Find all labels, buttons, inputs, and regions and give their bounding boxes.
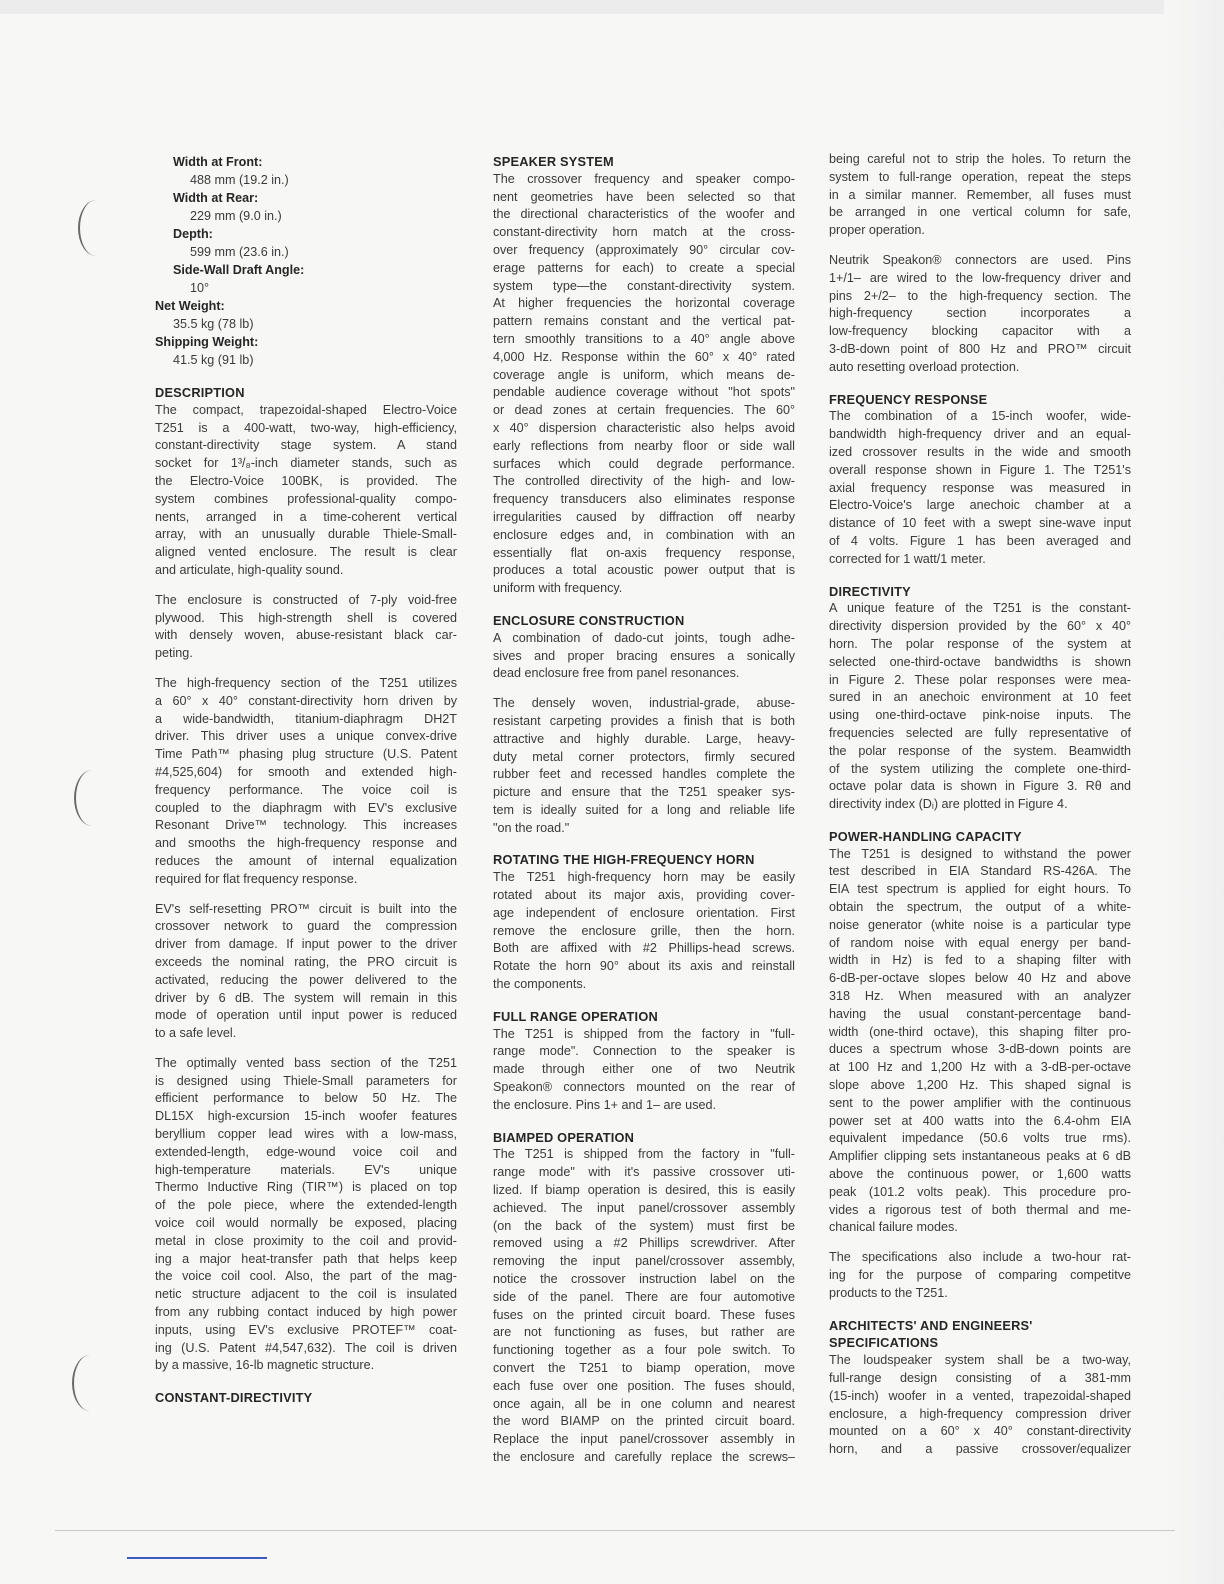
spacer: [155, 370, 457, 384]
heading-line: POWER-HANDLING CAPACITY: [829, 828, 1022, 844]
text-line: removing the input panel/crossover assembly,: [493, 1254, 795, 1269]
text-line: nents, arranged in a time-coherent vertical: [155, 509, 457, 524]
text-line: rubber feet and recessed handles complete the: [493, 767, 795, 782]
text-line: products to the T251.: [829, 1285, 948, 1300]
text-line: erage patterns for each) to create a special: [493, 260, 795, 275]
spacer: [829, 240, 1131, 252]
text-line: frequency transducers also eliminates response: [493, 492, 795, 507]
text-line: The crossover frequency and speaker compo-: [493, 171, 795, 186]
text-line: fuses on the printed circuit board. These fuses: [493, 1307, 795, 1322]
text-line: made through either one of two Neutrik: [493, 1062, 795, 1077]
paragraph: [493, 1026, 795, 1115]
text-line: EV's self-resetting PRO™ circuit is built into the: [155, 901, 457, 916]
text-line: duces a spectrum whose 3-dB-down points are: [829, 1042, 1131, 1057]
text-line: horn, and a passive crossover/equalizer: [829, 1442, 1131, 1457]
text-line: Speakon® connectors mounted on the rear of: [493, 1080, 795, 1095]
text-line: high-temperature materials. EV's unique: [155, 1162, 457, 1177]
text-line: The optimally vented bass section of the T251: [155, 1055, 457, 1070]
paragraph: [829, 151, 1131, 240]
text-line: A unique feature of the T251 is the constant-: [829, 601, 1131, 616]
paragraph: [829, 846, 1131, 1238]
text-line: frequencies selected are fully representative of: [829, 725, 1131, 740]
text-line: each fuse over one position. The fuses should,: [493, 1378, 795, 1393]
text-line: 6-dB-per-octave slopes below 40 Hz and above: [829, 971, 1131, 986]
text-line: frequency performance. The voice coil is: [155, 782, 457, 797]
text-line: ing a major heat-transfer path that helps keep: [155, 1251, 457, 1266]
text-line: inputs, using EV's exclusive PROTEF™ coat-: [155, 1322, 457, 1337]
spec-label: Depth:: [173, 227, 213, 241]
spacer: [829, 377, 1131, 391]
section-heading: [829, 1317, 1131, 1353]
text-line: sured in an anechoic environment at 10 feet: [829, 690, 1131, 705]
text-line: at 100 Hz and 1,200 Hz with a 3-dB-per-octave: [829, 1060, 1131, 1075]
text-line: 4,000 Hz. Response within the 60° x 40° rated: [493, 349, 795, 364]
text-line: nent geometries have been selected so that: [493, 189, 795, 204]
text-line: produces a total acoustic power output that is: [493, 563, 795, 578]
spacer: [829, 1303, 1131, 1317]
spec-item: [155, 298, 457, 334]
text-line: axial frequency response was measured in: [829, 480, 1131, 495]
text-line: the polar response of the system. Beamwidth: [829, 743, 1131, 758]
text-line: pendable audience coverage without "hot spots": [493, 385, 795, 400]
text-line: The specifications also include a two-hour rat-: [829, 1250, 1131, 1265]
text-line: driver. This driver uses a unique convex-drive: [155, 729, 457, 744]
text-line: plywood. This high-strength shell is covered: [155, 610, 457, 625]
column-1: [155, 154, 457, 1407]
text-line: Replace the input panel/crossover assembly in: [493, 1432, 795, 1447]
text-line: power set at 400 watts into the 6.4-ohm EIA: [829, 1113, 1131, 1128]
text-line: The high-frequency section of the T251 utilizes: [155, 675, 457, 690]
text-line: once again, all be in one column and nearest: [493, 1396, 795, 1411]
text-line: "on the road.": [493, 820, 570, 835]
text-line: the word BIAMP on the printed circuit board.: [493, 1414, 795, 1429]
text-line: low-frequency blocking capacitor with a: [829, 324, 1131, 339]
text-line: width in Hz) is fed to a shaping filter with: [829, 953, 1131, 968]
text-line: system to full-range operation, repeat the steps: [829, 169, 1131, 184]
section-heading: [493, 1129, 795, 1147]
spacer: [155, 580, 457, 592]
text-line: The densely woven, industrial-grade, abuse-: [493, 696, 795, 711]
text-line: peting.: [155, 646, 193, 661]
text-line: width (one-third octave), this shaping filter pro-: [829, 1024, 1131, 1039]
scan-edge-right: [1164, 0, 1224, 1584]
text-line: range mode". Connection to the speaker is: [493, 1044, 795, 1059]
section-heading: [829, 583, 1131, 601]
text-line: to a safe level.: [155, 1026, 237, 1041]
text-line: sives and proper bracing ensures a sonically: [493, 648, 795, 663]
spacer: [493, 598, 795, 612]
blue-rule-mark: [127, 1557, 267, 1559]
spacer: [829, 1237, 1131, 1249]
text-line: uniform with frequency.: [493, 581, 623, 596]
text-line: high-frequency section incorporates a: [829, 306, 1131, 321]
text-line: from any rubbing contact induced by high power: [155, 1305, 457, 1320]
text-line: equivalent impedance (50.6 volts true rms).: [829, 1131, 1131, 1146]
text-line: voice coil would normally be exposed, placing: [155, 1216, 457, 1231]
text-line: directivity dispersion provided by the 60° x 40°: [829, 619, 1131, 634]
section-heading: [155, 384, 457, 402]
text-line: above the continuous power, or 1,600 watts: [829, 1167, 1131, 1182]
text-line: 3-dB-down point of 800 Hz and PRO™ circuit: [829, 341, 1131, 356]
text-line: of 4 volts. Figure 1 has been averaged and: [829, 533, 1131, 548]
text-line: The loudspeaker system shall be a two-way,: [829, 1353, 1131, 1368]
text-line: early reflections from nearby floor or side wall: [493, 438, 795, 453]
text-line: surfaces which could degrade performance.: [493, 456, 795, 471]
text-line: a wide-bandwidth, titanium-diaphragm DH2T: [155, 711, 457, 726]
text-line: tern smoothly transitions to a 40° angle above: [493, 331, 795, 346]
bottom-divider: [55, 1530, 1175, 1531]
text-line: At higher frequencies the horizontal coverage: [493, 296, 795, 311]
spec-value: 229 mm (9.0 in.): [190, 209, 282, 223]
text-line: Amplifier clipping sets instantaneous peaks at 6 dB: [829, 1149, 1131, 1164]
spec-item: [155, 226, 457, 262]
heading-line: SPECIFICATIONS: [829, 1335, 939, 1351]
paragraph: [829, 252, 1131, 377]
text-line: the directional characteristics of the woofer and: [493, 207, 795, 222]
text-line: the enclosure. Pins 1+ and 1– are used.: [493, 1097, 716, 1112]
text-line: and smooths the high-frequency response and: [155, 836, 457, 851]
spec-value: 488 mm (19.2 in.): [190, 173, 289, 187]
text-line: a 60° x 40° constant-directivity horn driven by: [155, 693, 457, 708]
spec-item: [155, 262, 457, 298]
text-line: The combination of a 15-inch woofer, wide-: [829, 409, 1131, 424]
text-line: ized crossover results in the wide and smooth: [829, 444, 1131, 459]
text-line: (15-inch) woofer in a vented, trapezoidal-shaped: [829, 1388, 1131, 1403]
text-line: be arranged in one vertical column for safe,: [829, 205, 1131, 220]
text-line: ing for the purpose of comparing competitve: [829, 1268, 1131, 1283]
text-line: the voice coil cool. Also, the part of the mag-: [155, 1269, 457, 1284]
section-heading: [493, 153, 795, 171]
text-line: removed using a #2 Phillips screwdriver. After: [493, 1236, 795, 1251]
text-line: 318 Hz. When measured with an analyzer: [829, 989, 1131, 1004]
text-line: bandwidth high-frequency driver and an equal-: [829, 427, 1131, 442]
spec-value: 599 mm (23.6 in.): [190, 245, 289, 259]
spacer: [155, 1375, 457, 1389]
spec-item: [155, 334, 457, 370]
text-line: The enclosure is constructed of 7-ply void-free: [155, 592, 457, 607]
text-line: the components.: [493, 977, 587, 992]
spec-label: Width at Rear:: [173, 191, 259, 205]
text-line: 1+/1– are wired to the low-frequency driver and: [829, 270, 1131, 285]
text-line: (on the back of the system) must first be: [493, 1218, 795, 1233]
text-line: attractive and highly durable. Large, heavy-: [493, 731, 795, 746]
text-line: and articulate, high-quality sound.: [155, 562, 344, 577]
text-line: convert the T251 to biamp operation, move: [493, 1361, 795, 1375]
paragraph: [493, 630, 795, 683]
text-line: duty metal corner protectors, firmly secured: [493, 749, 795, 764]
paragraph: [829, 600, 1131, 814]
heading-line: ROTATING THE HIGH-FREQUENCY HORN: [493, 852, 755, 868]
text-line: coverage angle is uniform, which means de-: [493, 367, 795, 382]
text-line: peak (101.2 volts peak). This procedure pro-: [829, 1184, 1131, 1199]
text-line: The controlled directivity of the high- and low-: [493, 474, 795, 489]
text-line: functioning together as a four pole switch. To: [493, 1343, 795, 1358]
text-line: pins 2+/2– to the high-frequency section. The: [829, 288, 1131, 303]
text-line: constant-directivity horn match at the cross-: [493, 225, 795, 240]
text-line: dead enclosure free from panel resonances.: [493, 666, 740, 681]
text-line: by a massive, 16-lb magnetic structure.: [155, 1358, 375, 1373]
text-line: horn. The polar response of the system at: [829, 636, 1131, 651]
text-line: beryllium copper lead wires with a low-mass,: [155, 1127, 457, 1142]
paragraph: [829, 1352, 1131, 1459]
text-line: #4,525,604) for smooth and extended high-: [155, 764, 457, 779]
section-heading: [829, 828, 1131, 846]
spec-value: 10°: [190, 281, 210, 295]
text-line: rotated about its major axis, providing cover-: [493, 888, 795, 903]
text-line: overall response shown in Figure 1. The T251's: [829, 462, 1131, 477]
heading-line: SPEAKER SYSTEM: [493, 154, 614, 169]
text-line: notice the crossover instruction label on the: [493, 1272, 795, 1287]
text-line: achieved. The input panel/crossover assembly: [493, 1200, 795, 1215]
text-line: age independent of enclosure orientation. First: [493, 905, 795, 920]
text-line: side of the panel. There are four automotive: [493, 1289, 795, 1304]
text-line: socket for 1³/₈-inch diameter stands, such as: [155, 456, 457, 471]
column-1-body: [155, 370, 457, 1407]
text-line: Rotate the horn 90° about its axis and reinstall: [493, 959, 795, 974]
text-line: Neutrik Speakon® connectors are used. Pins: [829, 252, 1131, 267]
text-line: slope above 1,200 Hz. This shaped signal is: [829, 1078, 1131, 1093]
text-line: in Figure 2. These polar responses were mea-: [829, 672, 1131, 687]
text-line: chanical failure modes.: [829, 1220, 958, 1235]
text-line: resistant carpeting provides a finish that is both: [493, 713, 795, 728]
text-line: constant-directivity stage system. A stand: [155, 438, 457, 453]
text-line: activated, reducing the power delivered to the: [155, 972, 457, 987]
text-line: tem is ideally suited for a long and reliable life: [493, 802, 795, 817]
paragraph: [155, 592, 457, 663]
paragraph: [493, 695, 795, 837]
spacer: [829, 814, 1131, 828]
heading-line: DESCRIPTION: [155, 385, 245, 400]
text-line: test described in EIA Standard RS-426A. The: [829, 864, 1131, 879]
text-line: using one-third-octave pink-noise inputs. The: [829, 708, 1131, 723]
spacer: [155, 889, 457, 901]
paragraph: [155, 675, 457, 889]
section-heading: [493, 851, 795, 869]
text-line: with densely woven, abuse-resistant black car-: [155, 628, 457, 643]
heading-line: BIAMPED OPERATION: [493, 1129, 635, 1145]
spacer: [829, 569, 1131, 583]
text-line: selected one-third-octave bandwidths is shown: [829, 654, 1131, 669]
text-line: of the system utilizing the complete one-third-: [829, 761, 1131, 776]
text-line: DL15X high-excursion 15-inch woofer features: [155, 1109, 457, 1124]
text-line: proper operation.: [829, 223, 925, 238]
text-line: exceeds the nominal rating, the PRO circuit is: [155, 954, 457, 969]
text-line: extended-length, edge-wound voice coil and: [155, 1144, 457, 1159]
text-line: Resonant Drive™ technology. This increases: [155, 818, 457, 833]
heading-line: DIRECTIVITY: [829, 583, 911, 599]
text-line: The T251 is designed to withstand the power: [829, 846, 1131, 861]
text-line: mounted on a 60° x 40° constant-directivity: [829, 1424, 1131, 1439]
text-line: directivity index (Dᵢ) are plotted in Figure 4.: [829, 797, 1068, 812]
spec-label: Side-Wall Draft Angle:: [173, 263, 305, 277]
text-line: obtain the spectrum, the output of a white-: [829, 900, 1131, 915]
text-line: having the usual constant-percentage band-: [829, 1006, 1131, 1021]
text-line: of random noise with equal energy per band-: [829, 935, 1131, 950]
text-line: T251 is a 400-watt, two-way, high-efficiency,: [155, 420, 457, 435]
spec-value: 41.5 kg (91 lb): [173, 353, 254, 367]
text-line: are not functioning as fuses, but rather are: [493, 1325, 795, 1340]
text-line: coupled to the diaphragm with EV's exclusive: [155, 800, 457, 815]
text-line: A combination of dado-cut joints, tough adhe-: [493, 630, 795, 645]
text-line: metal in close proximity to the coil and provid-: [155, 1233, 457, 1248]
heading-line: FREQUENCY RESPONSE: [829, 391, 988, 407]
text-line: pattern remains constant and the vertical pat-: [493, 314, 795, 329]
text-line: enclosure edges and, in combination with an: [493, 527, 795, 542]
text-line: ing (U.S. Patent #4,547,632). The coil is driven: [155, 1340, 457, 1355]
heading-line: ARCHITECTS' AND ENGINEERS': [829, 1317, 1033, 1333]
text-line: The T251 high-frequency horn may be easily: [493, 870, 795, 885]
spacer: [155, 663, 457, 675]
section-heading: [493, 1008, 795, 1026]
spec-list: [155, 154, 457, 370]
text-line: The T251 is shipped from the factory in "full-: [493, 1147, 795, 1162]
text-line: Time Path™ phasing plug structure (U.S. Patent: [155, 747, 457, 762]
text-line: in a similar manner. Remember, all fuses must: [829, 187, 1131, 202]
text-line: array, with an unusually durable Thiele-Small-: [155, 527, 457, 542]
spec-item: [155, 154, 457, 190]
text-line: Electro-Voice's large anechoic chamber at a: [829, 498, 1131, 513]
spec-value: 35.5 kg (78 lb): [173, 317, 254, 331]
text-line: the Electro-Voice 100BK, is provided. The: [155, 473, 457, 488]
text-line: Both are affixed with #2 Phillips-head screws.: [493, 941, 795, 956]
spec-label: Net Weight:: [155, 299, 225, 313]
text-line: corrected for 1 watt/1 meter.: [829, 551, 986, 566]
paragraph: [829, 1249, 1131, 1302]
text-line: of the pole piece, where the extended-length: [155, 1198, 457, 1213]
text-line: efficient performance to below 50 Hz. The: [155, 1091, 457, 1106]
section-heading: [493, 612, 795, 630]
heading-line: CONSTANT-DIRECTIVITY: [155, 1390, 313, 1406]
paragraph: [493, 1146, 795, 1466]
paragraph: [155, 901, 457, 1043]
spec-item: [155, 190, 457, 226]
paragraph: [829, 408, 1131, 568]
text-line: being careful not to strip the holes. To return the: [829, 152, 1131, 166]
spacer: [493, 1115, 795, 1129]
heading-line: ENCLOSURE CONSTRUCTION: [493, 612, 685, 628]
scan-edge-top: [0, 0, 1224, 14]
text-line: remove the enclosure grille, then the horn.: [493, 923, 795, 938]
text-line: over frequency (approximately 90° circular cov-: [493, 242, 795, 257]
text-line: distance of 10 feet with a swept sine-wave input: [829, 516, 1131, 531]
text-line: is designed using Thiele-Small parameters for: [155, 1073, 457, 1088]
paragraph: [155, 402, 457, 580]
text-line: essentially flat on-axis frequency response,: [493, 545, 795, 560]
spec-label: Width at Front:: [173, 155, 263, 169]
paragraph: [493, 869, 795, 994]
text-line: reduces the amount of internal equalization: [155, 853, 457, 868]
text-line: full-range design consisting of a 381-mm: [829, 1371, 1131, 1385]
punch-hole-mark: [78, 200, 114, 256]
text-line: driver by 6 dB. The system will remain in this: [155, 990, 457, 1005]
column-2: [493, 153, 795, 1467]
heading-line: FULL RANGE OPERATION: [493, 1008, 658, 1024]
paragraph: [155, 1055, 457, 1375]
text-line: auto resetting overload protection.: [829, 359, 1020, 374]
text-line: octave polar data is shown in Figure 3. Rθ and: [829, 779, 1131, 794]
text-line: driver from damage. If input power to the driver: [155, 937, 457, 952]
text-line: lized. If biamp operation is desired, this is easily: [493, 1183, 795, 1198]
punch-hole-mark: [72, 1355, 108, 1411]
spacer: [155, 1043, 457, 1055]
spacer: [493, 837, 795, 851]
spec-label: Shipping Weight:: [155, 335, 259, 349]
text-line: crossover network to guard the compression: [155, 919, 457, 934]
text-line: vides a rigorous test of both thermal and me-: [829, 1202, 1131, 1217]
text-line: mode of operation until input power is reduced: [155, 1008, 457, 1023]
column-3: [829, 151, 1131, 1459]
text-line: The compact, trapezoidal-shaped Electro-Voice: [155, 402, 457, 417]
text-line: the enclosure and carefully replace the screws–: [493, 1449, 795, 1464]
section-heading: [155, 1389, 457, 1407]
text-line: The T251 is shipped from the factory in "full-: [493, 1026, 795, 1041]
text-line: x 40° dispersion characteristic also helps avoid: [493, 420, 795, 435]
text-line: picture and ensure that the T251 speaker sys-: [493, 785, 795, 800]
paragraph: [493, 171, 795, 598]
spacer: [493, 994, 795, 1008]
text-line: EIA test spectrum is applied for eight hours. To: [829, 882, 1131, 897]
text-line: range mode" with it's passive crossover uti-: [493, 1165, 795, 1180]
punch-hole-mark: [74, 770, 110, 826]
spacer: [493, 683, 795, 695]
text-line: netic structure adjacent to the coil is insulated: [155, 1287, 457, 1302]
text-line: sent to the power amplifier with the continuous: [829, 1095, 1131, 1110]
text-line: system combines professional-quality compo-: [155, 491, 457, 506]
text-line: irregularities caused by diffraction off nearby: [493, 509, 795, 524]
text-line: or dead zones at certain frequencies. The 60°: [493, 403, 795, 418]
section-heading: [829, 391, 1131, 409]
text-line: system type—the constant-directivity system.: [493, 278, 795, 293]
text-line: noise generator (white noise is a particular type: [829, 917, 1131, 932]
text-line: aligned vented enclosure. The result is clear: [155, 545, 457, 560]
text-line: Thermo Inductive Ring (TIR™) is placed on top: [155, 1180, 457, 1195]
text-line: required for flat frequency response.: [155, 871, 358, 886]
text-line: enclosure, a high-frequency compression driver: [829, 1406, 1131, 1421]
